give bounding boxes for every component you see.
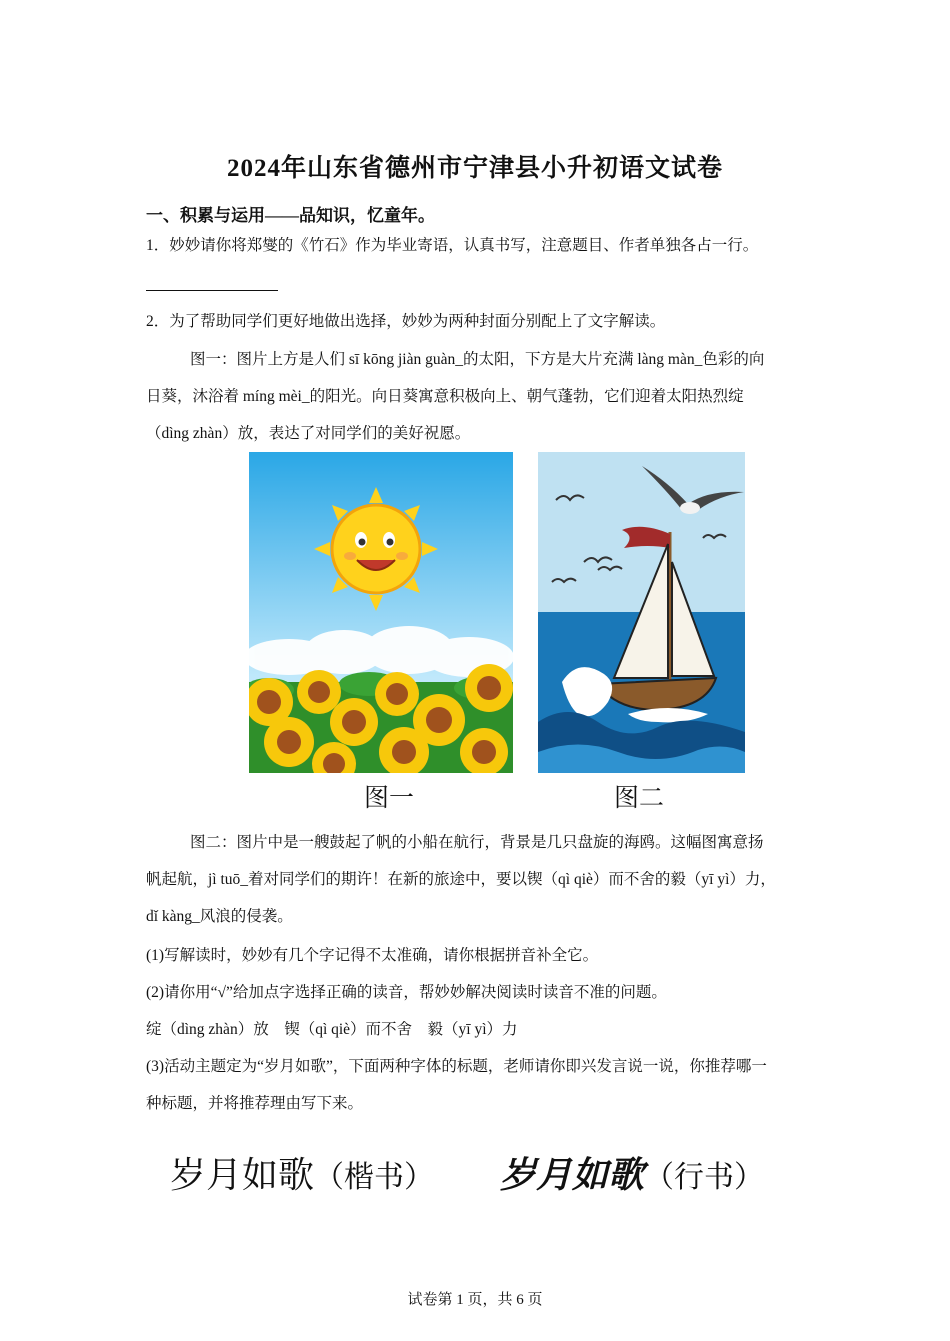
xingshu-text: 岁月如歌 — [500, 1155, 645, 1196]
xingshu-title — [500, 1147, 764, 1198]
page-footer: 试卷第 1 页，共 6 页 — [407, 1292, 543, 1308]
section-heading: 一、积累与运用——品知识，忆童年。 — [146, 206, 435, 225]
fig2-text-line-3: dǐ kàng_风浪的侵袭。 — [146, 908, 293, 925]
figure-1-caption: 图一 — [364, 783, 415, 812]
figure-2-caption: 图二 — [614, 783, 665, 812]
sunflower-image — [249, 452, 513, 773]
fig2-text-line-2: 帆起航，jì tuō_着对同学们的期许！在新的旅途中，要以锲（qì qiè）而不舍的毅（yī yì）力， — [146, 871, 776, 888]
fig1-text-line-3: （dìng zhàn）放，表达了对同学们的美好祝愿。 — [146, 425, 471, 442]
kaishu-title — [170, 1147, 434, 1198]
subquestion-3-line-2: 种标题，并将推荐理由写下来。 — [146, 1095, 364, 1112]
subquestion-1: (1)写解读时，妙妙有几个字记得不太准确，请你根据拼音补全它。 — [146, 947, 599, 964]
pronunciation-options: 绽（dìng zhàn）放 锲（qì qiè）而不舍 毅（yī yì）力 — [146, 1021, 518, 1038]
fig1-text-line-1: 图一：图片上方是人们 sī kōng jiàn guàn_的太阳，下方是大片充满 làng màn_色彩的向 — [190, 351, 765, 368]
answer-blank — [146, 290, 278, 291]
subquestion-2: (2)请你用“√”给加点字选择正确的读音，帮妙妙解决阅读时读音不准的问题。 — [146, 984, 667, 1001]
sailboat-image — [538, 452, 745, 773]
kaishu-label: （楷书） — [314, 1160, 435, 1195]
question-1: 1．妙妙请你将郑燮的《竹石》作为毕业寄语，认真书写，注意题目、作者单独各占一行。 — [146, 237, 759, 254]
xingshu-label: （行书） — [644, 1160, 765, 1195]
fig1-text-line-2: 日葵，沐浴着 míng mèi_的阳光。向日葵寓意积极向上、朝气蓬勃，它们迎着太阳热烈绽 — [146, 388, 744, 405]
exam-title: 2024年山东省德州市宁津县小升初语文试卷 — [226, 155, 723, 182]
kaishu-text: 岁月如歌 — [170, 1155, 315, 1196]
fig2-text-line-1: 图二：图片中是一艘鼓起了帆的小船在航行，背景是几只盘旋的海鸥。这幅图寓意扬 — [190, 834, 764, 851]
subquestion-3-line-1: (3)活动主题定为“岁月如歌”，下面两种字体的标题，老师请你即兴发言说一说，你推荐哪一 — [146, 1058, 767, 1075]
question-2: 2．为了帮助同学们更好地做出选择，妙妙为两种封面分别配上了文字解读。 — [146, 313, 666, 330]
